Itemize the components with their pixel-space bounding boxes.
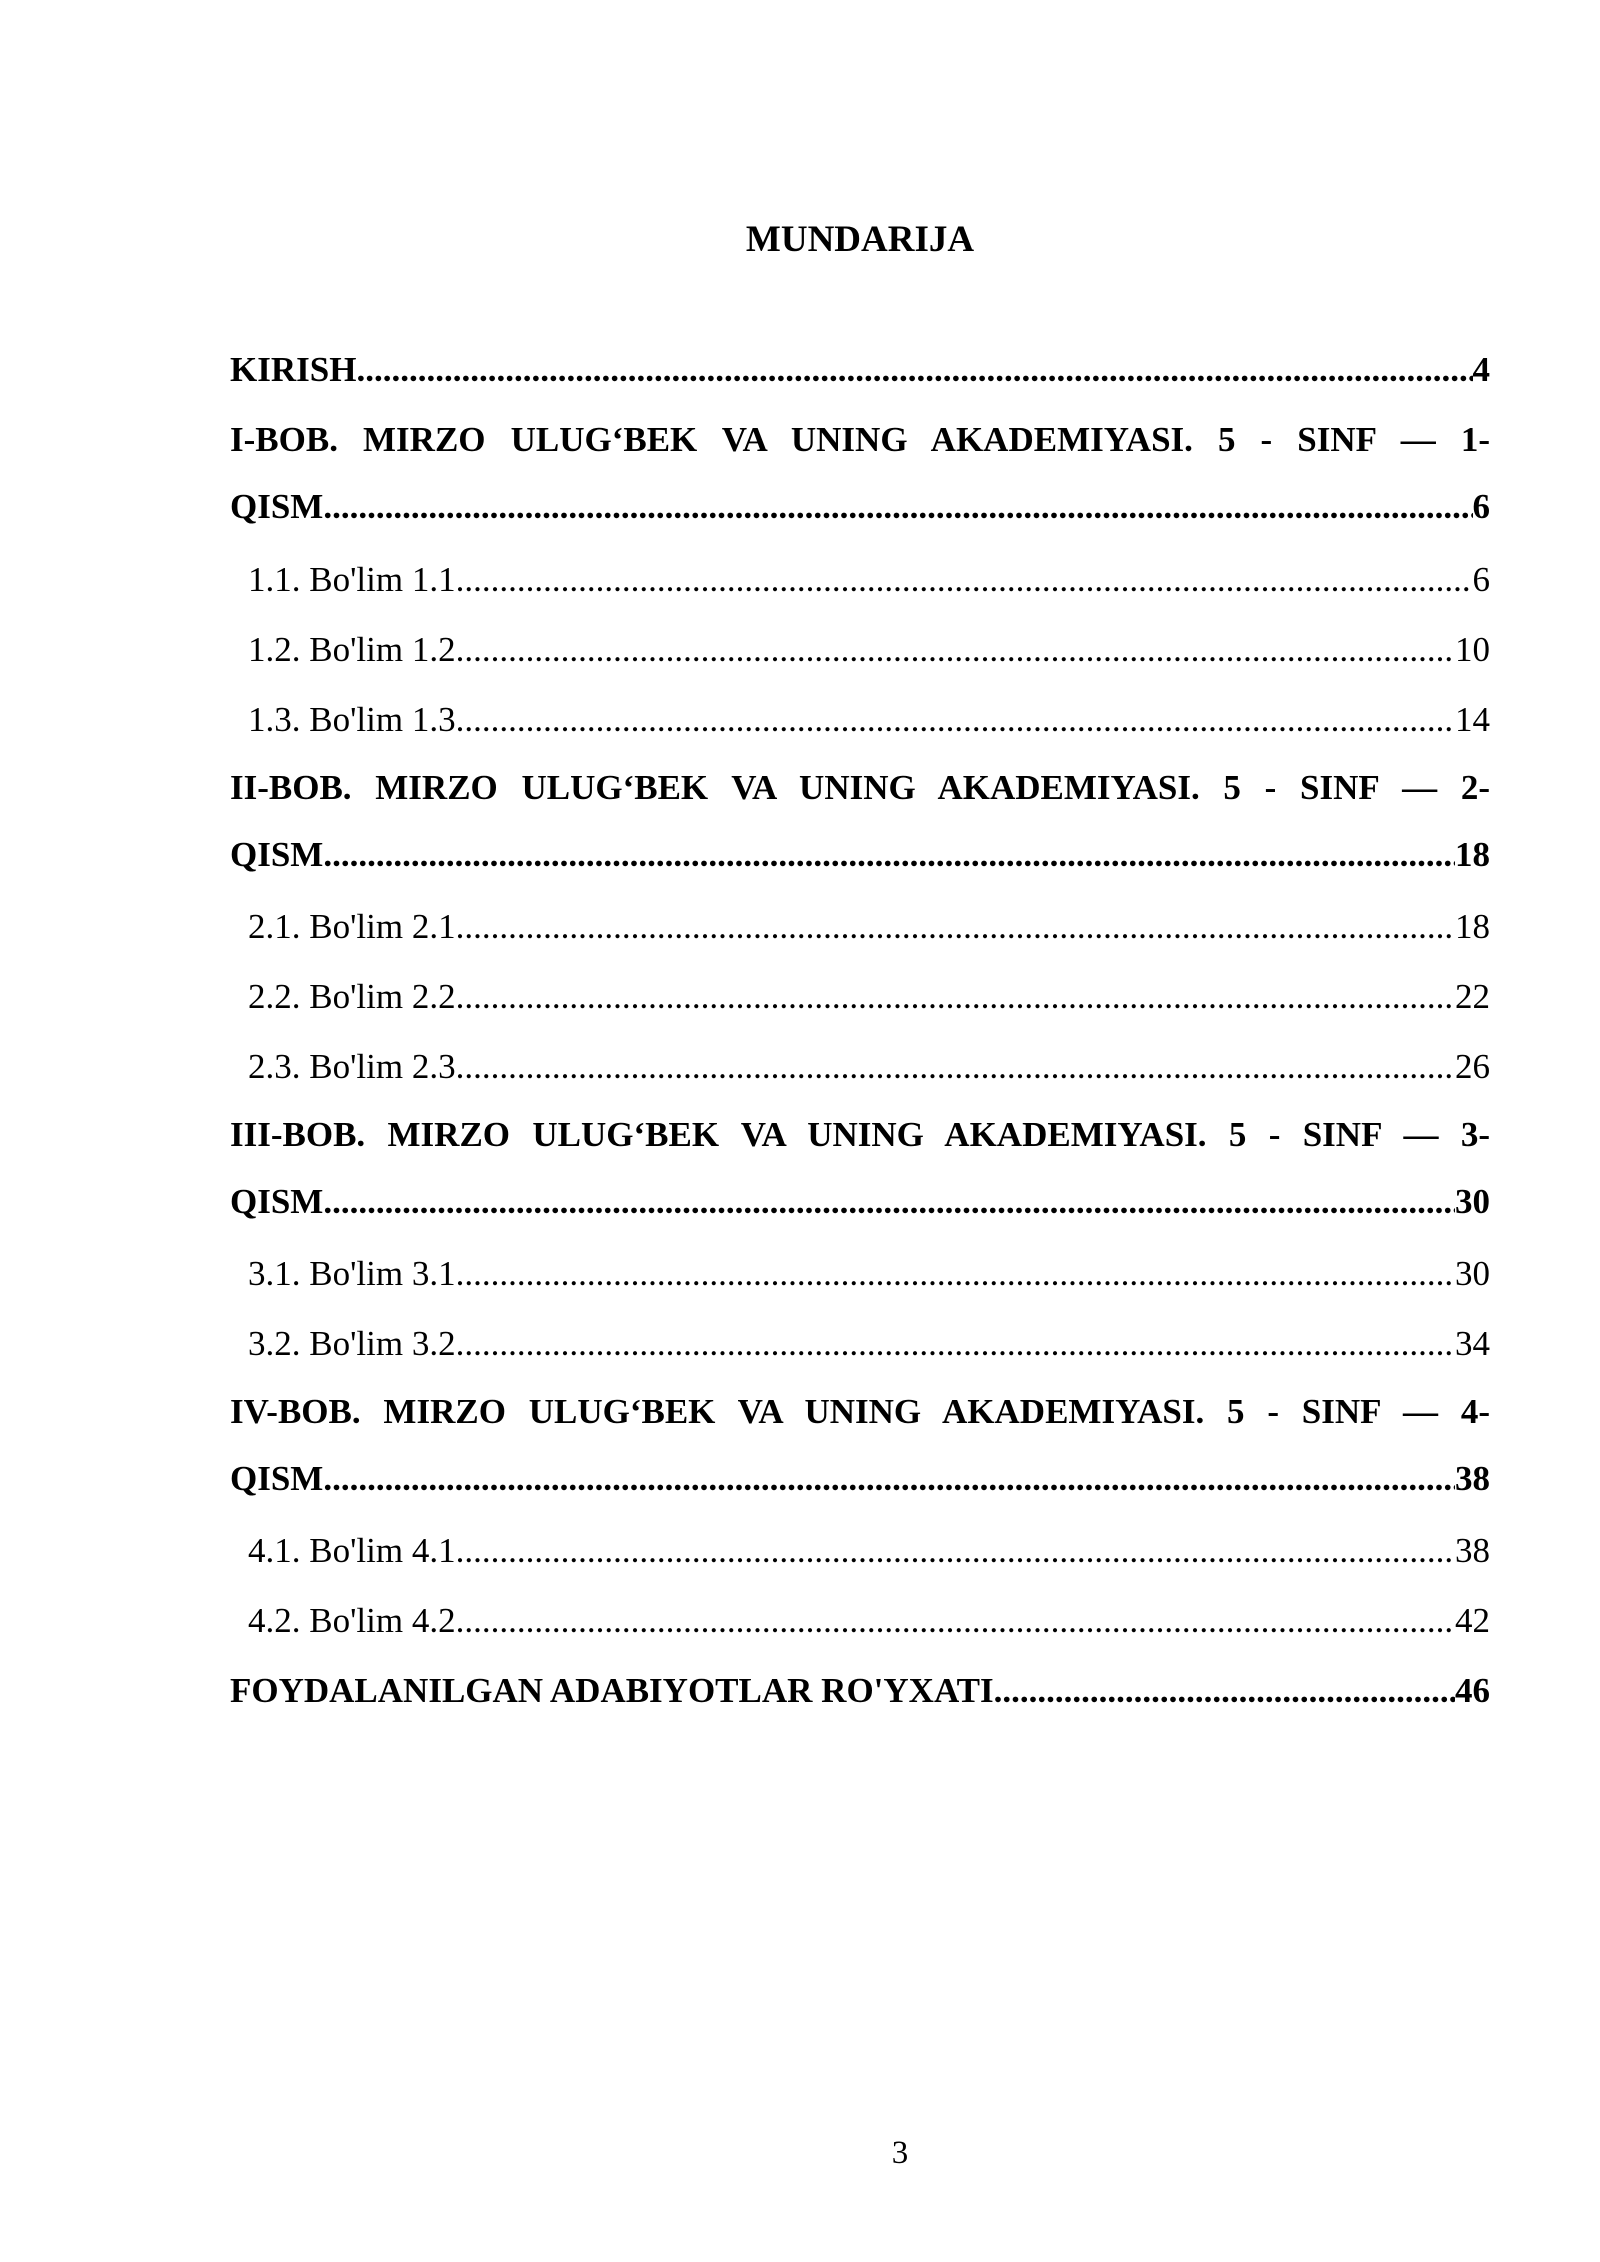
toc-chapter-heading: IV-BOB. MIRZO ULUG‘BEK VA UNING AKADEMIYASI. 5 - SINF — 4- bbox=[230, 1392, 1490, 1431]
toc-entry-page: 18 bbox=[1455, 907, 1490, 946]
toc-entry-label: 1.2. Bo'lim 1.2 bbox=[248, 630, 456, 669]
toc-leader-dots bbox=[323, 835, 1455, 875]
toc-entry-label: 1.1. Bo'lim 1.1 bbox=[248, 560, 456, 599]
toc-entry-label: 2.3. Bo'lim 2.3 bbox=[248, 1047, 456, 1086]
toc-entry-label: QISM bbox=[230, 487, 324, 526]
toc-leader-dots bbox=[994, 1671, 1455, 1711]
toc-leader-dots bbox=[456, 907, 1455, 947]
toc-entry-page: 10 bbox=[1455, 630, 1490, 669]
toc-entry-section-4-1[interactable] bbox=[230, 1531, 1490, 1571]
toc-entry-page: 38 bbox=[1455, 1531, 1490, 1570]
toc-leader-dots bbox=[456, 1531, 1455, 1571]
toc-entry-page: 38 bbox=[1455, 1459, 1490, 1498]
toc-entry-label: 1.3. Bo'lim 1.3 bbox=[248, 700, 456, 739]
toc-entry-label: 2.1. Bo'lim 2.1 bbox=[248, 907, 456, 946]
toc-entry-label: QISM bbox=[230, 835, 324, 874]
toc-entry-section-1-2[interactable] bbox=[230, 630, 1490, 670]
toc-entry-section-2-2[interactable] bbox=[230, 977, 1490, 1017]
toc-chapter-heading: II-BOB. MIRZO ULUG‘BEK VA UNING AKADEMIYASI. 5 - SINF — 2- bbox=[230, 768, 1490, 807]
page-number: 3 bbox=[891, 2135, 909, 2171]
toc-leader-dots bbox=[456, 560, 1473, 600]
toc-entry-chapter-2[interactable] bbox=[230, 768, 1490, 875]
toc-entry-section-2-3[interactable] bbox=[230, 1047, 1490, 1087]
toc-leader-dots bbox=[356, 350, 1472, 390]
toc-entry-page: 4 bbox=[1472, 350, 1490, 389]
toc-entry-label: 4.1. Bo'lim 4.1 bbox=[248, 1531, 456, 1570]
toc-entry-chapter-1[interactable] bbox=[230, 420, 1490, 527]
toc-leader-dots bbox=[456, 1047, 1455, 1087]
toc-entry-section-3-2[interactable] bbox=[230, 1324, 1490, 1364]
toc-title: MUNDARIJA bbox=[745, 219, 975, 260]
toc-entry-label: 3.1. Bo'lim 3.1 bbox=[248, 1254, 456, 1293]
toc-leader-dots bbox=[456, 1601, 1455, 1641]
toc-entry-page: 18 bbox=[1455, 835, 1490, 874]
toc-entry-section-3-1[interactable] bbox=[230, 1254, 1490, 1294]
toc-entry-section-1-3[interactable] bbox=[230, 700, 1490, 740]
toc-leader-dots bbox=[323, 1182, 1455, 1222]
toc-leader-dots bbox=[456, 1324, 1455, 1364]
toc-chapter-heading: I-BOB. MIRZO ULUG‘BEK VA UNING AKADEMIYASI. 5 - SINF — 1- bbox=[230, 420, 1490, 459]
toc-entry-section-2-1[interactable] bbox=[230, 907, 1490, 947]
toc-entry-page: 22 bbox=[1455, 977, 1490, 1016]
toc-leader-dots bbox=[323, 1459, 1455, 1499]
toc-entry-introduction[interactable] bbox=[230, 350, 1490, 390]
toc-entry-chapter-3[interactable] bbox=[230, 1115, 1490, 1222]
toc-leader-dots bbox=[323, 487, 1472, 527]
toc-entry-bibliography[interactable] bbox=[230, 1671, 1490, 1711]
toc-leader-dots bbox=[456, 630, 1455, 670]
toc-entry-label: 2.2. Bo'lim 2.2 bbox=[248, 977, 456, 1016]
toc-entry-section-1-1[interactable] bbox=[230, 560, 1490, 600]
toc-leader-dots bbox=[456, 977, 1455, 1017]
toc-entry-page: 6 bbox=[1472, 560, 1490, 599]
toc-entry-label: QISM bbox=[230, 1182, 324, 1221]
toc-entry-label: FOYDALANILGAN ADABIYOTLAR RO'YXATI bbox=[230, 1671, 994, 1710]
toc-entry-page: 14 bbox=[1455, 700, 1490, 739]
toc-chapter-heading: III-BOB. MIRZO ULUG‘BEK VA UNING AKADEMIYASI. 5 - SINF — 3- bbox=[230, 1115, 1490, 1154]
toc-entry-label: 3.2. Bo'lim 3.2 bbox=[248, 1324, 456, 1363]
toc-entry-label: 4.2. Bo'lim 4.2 bbox=[248, 1601, 456, 1640]
toc-entry-page: 42 bbox=[1455, 1601, 1490, 1640]
toc-entry-label: QISM bbox=[230, 1459, 324, 1498]
toc-entry-page: 34 bbox=[1455, 1324, 1490, 1363]
toc-leader-dots bbox=[456, 1254, 1455, 1294]
toc-entry-label: KIRISH bbox=[230, 350, 357, 389]
toc-entry-page: 26 bbox=[1455, 1047, 1490, 1086]
toc-entry-page: 46 bbox=[1455, 1671, 1490, 1710]
toc-entry-page: 30 bbox=[1455, 1254, 1490, 1293]
toc-leader-dots bbox=[456, 700, 1455, 740]
toc-entry-section-4-2[interactable] bbox=[230, 1601, 1490, 1641]
toc-entry-page: 6 bbox=[1472, 487, 1490, 526]
toc-entry-page: 30 bbox=[1455, 1182, 1490, 1221]
toc-entry-chapter-4[interactable] bbox=[230, 1392, 1490, 1499]
